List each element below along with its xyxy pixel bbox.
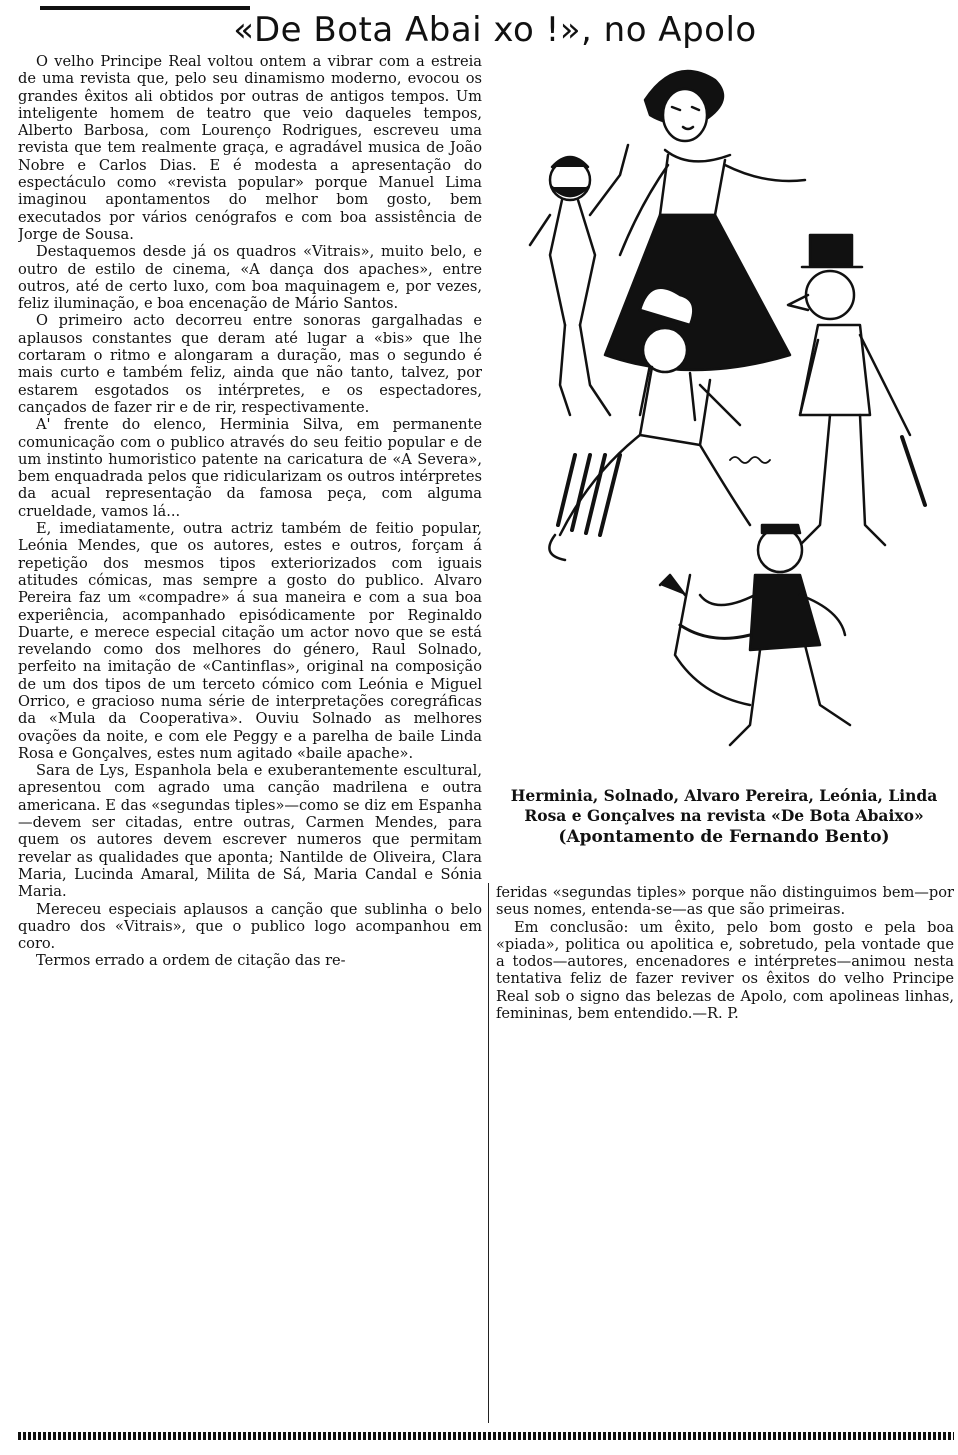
artist-signature [730, 457, 770, 463]
paragraph-conclusion: Em conclusão: um êxito, pelo bom gosto e pela boa «piada», politica ou apolitica e, sobretudo, pela vontade que a todos—autores, encenadores e intérpretes—animou nesta tentativa feliz de fazer reviver os êxitos do velho Principe Real sob o signo das belezas de Apolo, com apolineas linhas, femininas, bem entendido.—R. P. [496, 918, 954, 1023]
headline: «De Bota Abai xo !», no Apolo [233, 10, 757, 50]
column-divider [488, 883, 489, 1423]
caption-names: Herminia, Solnado, Alvaro Pereira, Leónia, Linda Rosa e Gonçalves na revista «De Bota Abaixo» [510, 786, 938, 825]
paragraph-sara-de-lys: Sara de Lys, Espanhola bela e exuberantemente escultural, apresentou com agrado uma canção madrilena e outra americana. E das «segundas tiples»—como se diz em Espanha—devem ser citadas, entre outras, Carmen Mendes, para quem os autores devem escrever numeros que permitam revelar as qualidades que aponta; Nantilde de Oliveira, Clara Maria, Lucinda Amaral, Milita de Sá, Maria Candal e Sónia Maria. [18, 762, 482, 901]
left-column [18, 53, 482, 1425]
paragraph-scenes: Destaquemos desde já os quadros «Vitrais», muito belo, e outro de estilo de cinema, «A dança dos apaches», entre outros, até de certo luxo, com boa maquinagem e, por vezes, feliz iluminação, e boa encenação de Mário Santos. [18, 243, 482, 313]
paragraph-errata-start: Termos errado a ordem de citação das re- [36, 952, 346, 970]
caption-credit: (Apontamento de Fernando Bento) [558, 827, 890, 847]
paragraph-continuation: feridas «segundas tiples» porque não distinguimos bem—por seus nomes, entenda-se—as que são primeiras. [496, 884, 954, 919]
paragraph-vitrais-song: Mereceu especiais aplausos a canção que sublinha o belo quadro dos «Vitrais», que o publico logo acompanhou em coro. [18, 900, 482, 953]
paragraph-intro: O velho Principe Real voltou ontem a vibrar com a estreia de uma revista que, pelo seu dinamismo moderno, evocou os grandes êxitos ali obtidos por outras de antigos tempos. Um inteligente homem de teatro que veio daqueles tempos, Alberto Barbosa, com Lourenço Rodrigues, escreveu uma revista que tem realmente graça, e agradável musica de João Nobre e Carlos Dias. E é modesta a apresentação do espectáculo como «revista popular» porque Manuel Lima imaginou apontamentos do melhor bom gosto, bem executados por vários cenógrafos e com boa assistência de Jorge de Sousa. [18, 53, 482, 243]
right-column [496, 884, 954, 1124]
apache-dancers-figure [660, 525, 850, 745]
paragraph-acts: O primeiro acto decorreu entre sonoras gargalhadas e aplausos constantes que deram até lugar a «bis» que lhe cortaram o ritmo e alongaram a duração, mas o segundo é mais curto e também feliz, ainda que não tanto, talvez, por estarem esgotados os intérpretes, e os espectadores, cançados de fazer rir e de rir, respectivamente. [18, 312, 482, 416]
caricature-illustration [500, 55, 958, 780]
bottom-rule [18, 1432, 954, 1440]
paragraph-cast: E, imediatamente, outra actriz também de feitio popular, Leónia Mendes, que os autores, estes e outros, forçam á repetição dos mesmos tipos exteriorizados com iguais atitudes cómicas, mas sempre a gosto do publico. Alvaro Pereira faz um «compadre» á sua maneira e com a sua boa experiência, acompanhado episódicamente por Reginaldo Duarte, e merece especial citação um actor novo que se está revelando como dos melhores do género, Raul Solnado, perfeito na imitação de «Cantinflas», original na composição de um dos tipos de um terceto cómico com Leónia e Miguel Orrico, e gracioso numa série de interpretações coregráficas da «Mula da Cooperativa». Ouviu Solnado as melhores ovações da noite, e com ele Peggy e a parelha de baile Linda Rosa e Gonçalves, estes num agitado «baile apache». [18, 520, 482, 762]
bearded-dancer-figure [530, 145, 628, 415]
policeman-figure [788, 235, 925, 545]
paragraph-herminia: A' frente do elenco, Herminia Silva, em permanente comunicação com o publico através do seu feitio popular e de um instinto humoristico patente na caricatura de «A Severa», bem enquadrada pelos que ridicularizam os outros intérpretes da acual representação da famosa peça, com alguma crueldade, vamos lá... [18, 416, 482, 520]
woman-dancer-figure [605, 71, 805, 420]
illustration-caption [492, 786, 956, 848]
